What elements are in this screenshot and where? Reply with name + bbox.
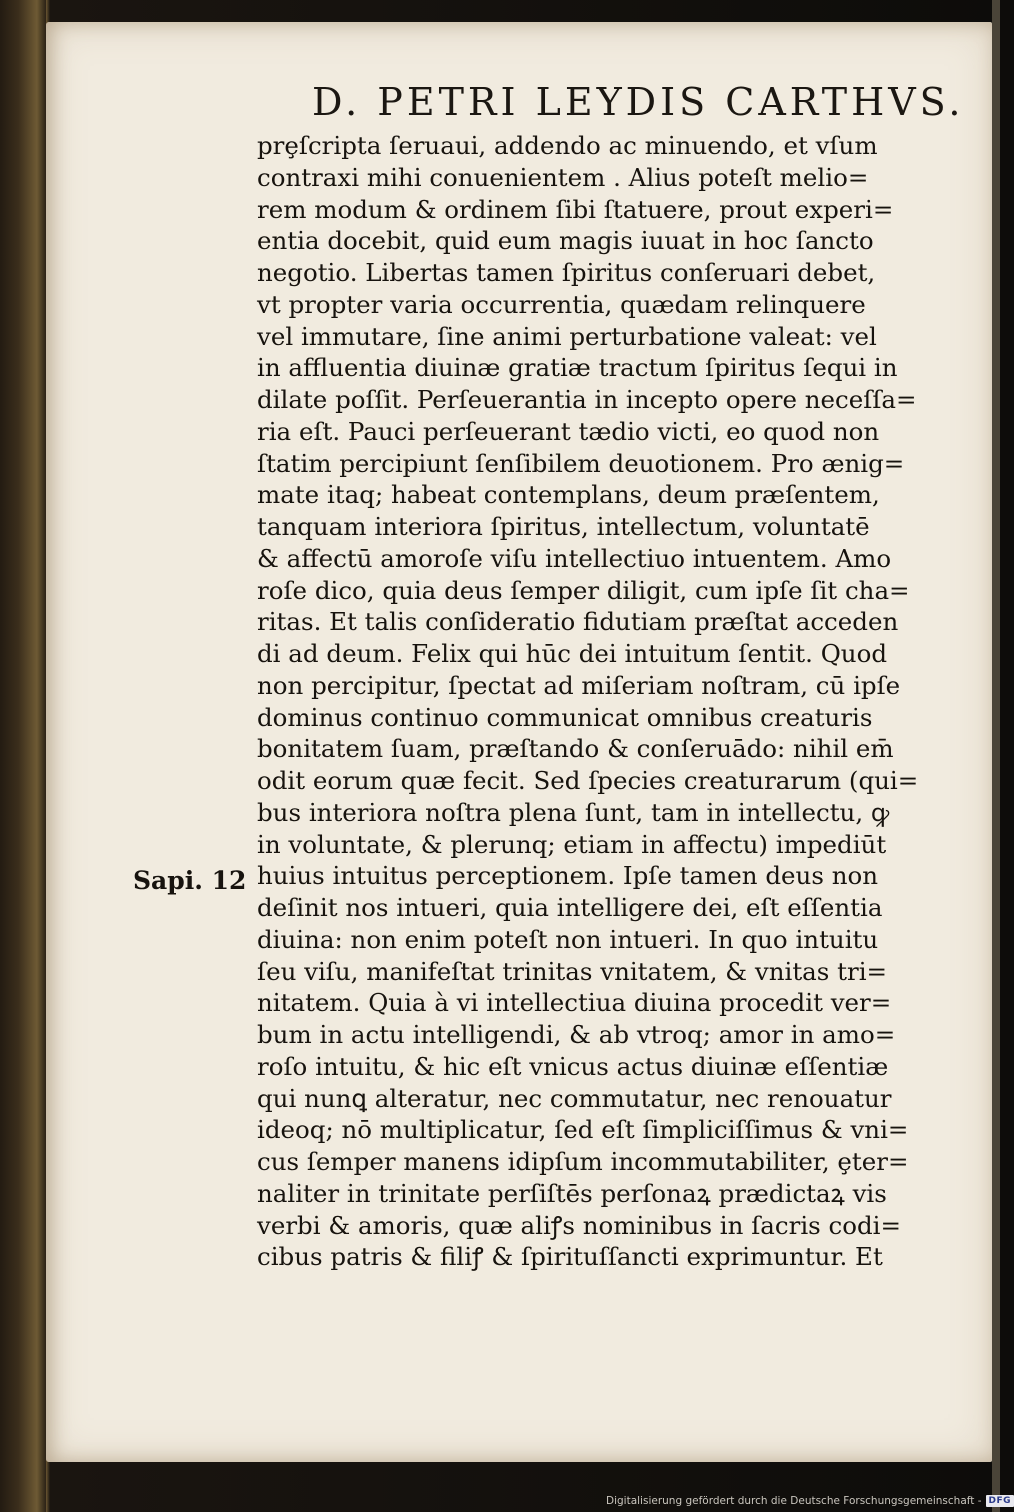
text-line: ſtatim percipiunt ſenſibilem deuotionem. Pro ænig=: [257, 448, 905, 478]
text-line: ideoq; nō multiplicatur, ſed eſt ſimpliciſſimus & vni=: [257, 1115, 909, 1145]
text-line: bum in actu intelligendi, & ab vtroq; amor in amo=: [257, 1020, 896, 1049]
text-line: negotio. Libertas tamen ſpiritus conſeruari debet,: [257, 258, 876, 287]
text-line: cus ſemper manens idipſum incommutabiliter, ȩter=: [257, 1147, 909, 1176]
text-line: contraxi mihi conuenientem . Alius poteſt melio=: [257, 162, 869, 192]
text-line: mate itaq; habeat contemplans, deum præſentem,: [257, 480, 880, 510]
text-line: entia docebit, quid eum magis iuuat in hoc ſancto: [257, 226, 874, 256]
text-line: qui nunꝗ alteratur, nec commutatur, nec renouatur: [257, 1083, 892, 1113]
text-line: roſe dico, quia deus ſemper diligit, cum ipſe ſit cha=: [257, 575, 910, 605]
text-line: ſeu viſu, manifeſtat trinitas vnitatem, & vnitas tri=: [257, 956, 888, 986]
text-line: deſinit nos intueri, quia intelligere dei, eſt eſſentia: [257, 893, 883, 922]
book-binding-edge: [0, 0, 46, 1512]
funding-credit: Digitalisierung gefördert durch die Deutsche Forschungsgemeinschaft -: [606, 1495, 982, 1507]
text-line: rem modum & ordinem ſibi ſtatuere, prout experi=: [257, 194, 894, 224]
text-line: prȩſcripta ſeruaui, addendo ac minuendo, et vſum: [257, 131, 878, 160]
text-line: verbi & amoris, quæ aliꝭs nominibus in ſacris codi=: [257, 1210, 902, 1240]
scan-right-border: [992, 0, 1000, 1512]
funding-footer: [606, 1493, 1014, 1509]
text-line: non percipitur, ſpectat ad miſeriam noſtram, cū ipſe: [257, 670, 901, 700]
text-line: di ad deum. Felix qui hūc dei intuitum ſentit. Quod: [257, 639, 888, 668]
text-line: bus interiora noſtra plena ſunt, tam in intellectu, ꝙ: [257, 797, 890, 827]
marginal-note: Sapi. 12: [133, 866, 247, 895]
text-line: dilate poſſit. Perſeuerantia in incepto opere neceſſa=: [257, 385, 917, 414]
text-line: naliter in trinitate perſiſtēs perſonaꝝ prædictaꝝ vis: [257, 1178, 887, 1208]
running-head: D. PETRI LEYDIS CARTHVS.: [312, 80, 965, 124]
text-line: dominus continuo communicat omnibus creaturis: [257, 702, 873, 732]
text-line: in voluntate, & plerunq; etiam in affectu) impediūt: [257, 829, 887, 859]
text-line: bonitatem ſuam, præſtando & conſeruādo: nihil em̄: [257, 734, 894, 764]
text-line: roſo intuitu, & hic eſt vnicus actus diuinæ eſſentiæ: [257, 1051, 889, 1081]
text-line: in affluentia diuinæ gratiæ tractum ſpiritus ſequi in: [257, 353, 898, 383]
text-line: & affectū amoroſe viſu intellectiuo intuentem. Amo: [257, 543, 892, 573]
text-line: cibus patris & filiꝭ & ſpirituſſancti exprimuntur. Et: [257, 1242, 883, 1272]
text-line: vt propter varia occurrentia, quædam relinquere: [257, 289, 866, 319]
text-line: tanquam interiora ſpiritus, intellectum, voluntatē: [257, 512, 870, 541]
text-line: ria eſt. Pauci perſeuerant tædio victi, eo quod non: [257, 416, 880, 446]
dfg-logo-icon: DFG: [986, 1495, 1014, 1507]
text-line: diuina: non enim poteſt non intueri. In quo intuitu: [257, 924, 879, 954]
text-line: huius intuitus perceptionem. Ipſe tamen deus non: [257, 861, 879, 891]
text-line: ritas. Et talis conſideratio fidutiam præſtat acceden: [257, 607, 899, 637]
text-line: odit eorum quæ fecit. Sed ſpecies creaturarum (qui=: [257, 766, 919, 795]
body-text: [257, 130, 947, 1273]
text-line: vel immutare, ſine animi perturbatione valeat: vel: [257, 321, 877, 351]
text-line: nitatem. Quia à vi intellectiua diuina procedit ver=: [257, 988, 892, 1018]
